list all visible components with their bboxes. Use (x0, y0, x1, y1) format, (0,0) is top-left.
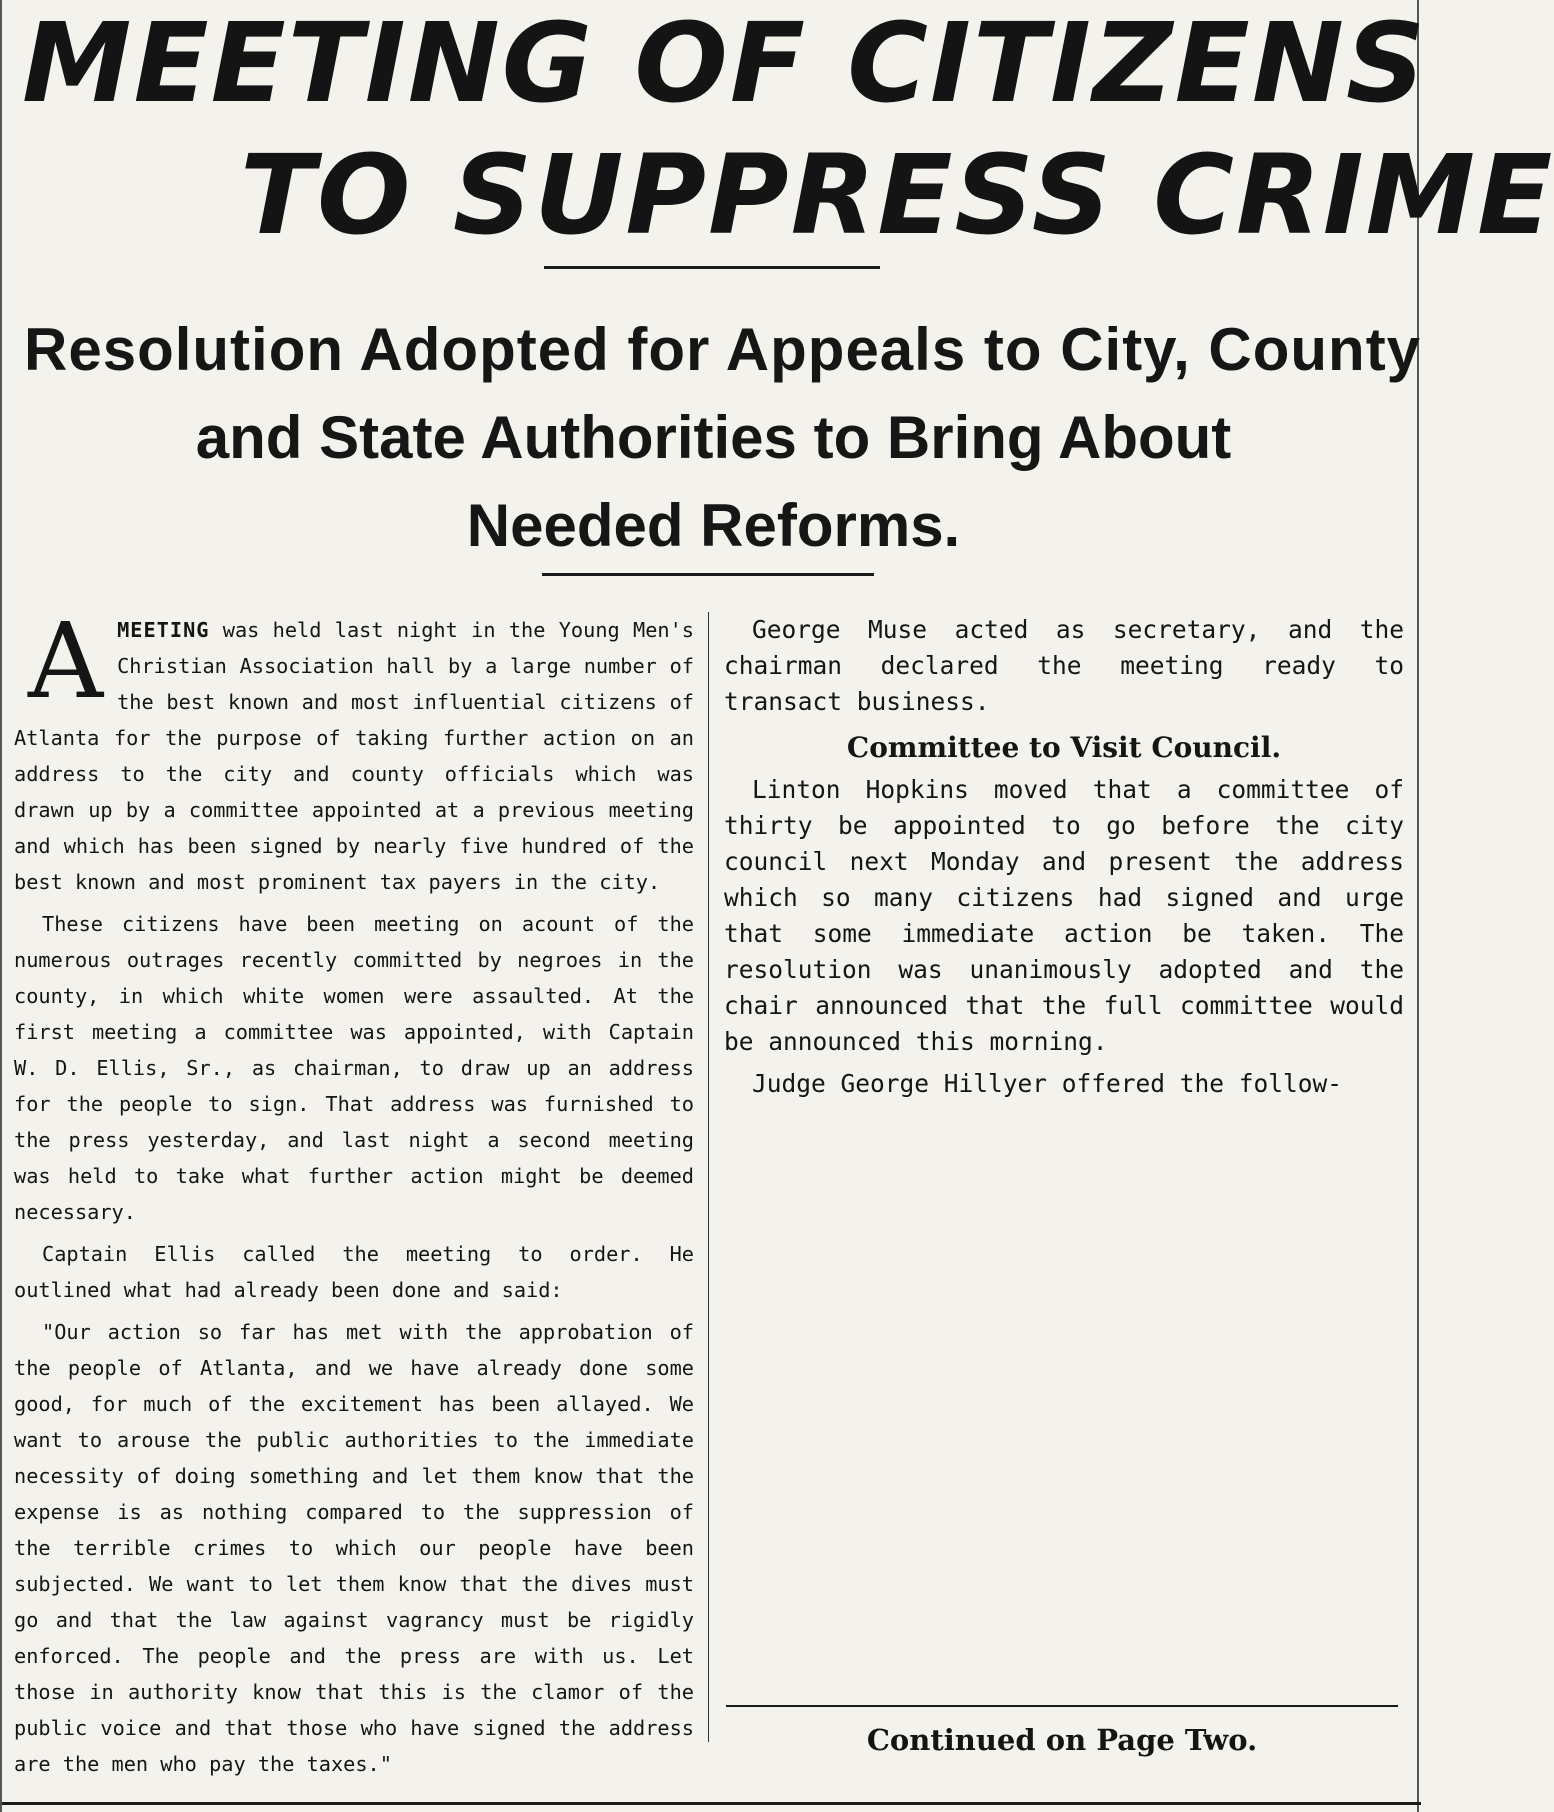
continued-rule (726, 1705, 1398, 1707)
subheadline-line-1: Resolution Adopted for Appeals to City, County (24, 316, 1422, 383)
subheadline-line-3: Needed Reforms. (466, 492, 961, 559)
paragraph-captain-ellis: Captain Ellis called the meeting to order. He outlined what had already been done and said: (14, 1242, 694, 1302)
subheadline-rule (542, 573, 874, 576)
lead-paragraph (14, 600, 694, 900)
subheadline (16, 306, 1422, 570)
continued-notice: Continued on Page Two. (866, 1723, 1258, 1757)
headline-line-2: TO SUPPRESS CRIME (240, 131, 1554, 259)
lead-caps: MEETING (117, 618, 210, 642)
paragraph-citizens: These citizens have been meeting on acount of the numerous outrages recently committed by negroes in the county, in which white women were assaulted. At the first meeting a committee was appointed, with Captain W. D. Ellis, Sr., as chairman, to draw up an address for the people to sign. That address was furnished to the press yesterday, and last night a second meeting was held to take what further action might be deemed necessary. (14, 912, 694, 1224)
column-divider (708, 612, 709, 1742)
article-column-left (14, 600, 694, 1788)
headline-line-1: MEETING OF CITIZENS (22, 0, 1428, 127)
paragraph-hillyer: Judge George Hillyer offered the follow- (752, 1069, 1343, 1098)
paragraph-quote: "Our action so far has met with the approbation of the people of Atlanta, and we have already done some good, for much of the excitement has been allayed. We want to arouse the public authorities to the immediate necessity of doing something and let them know that the expense is as nothing compared to the suppression of the terrible crimes to which our people have been subjected. We want to let them know that the dives must go and that the law against vagrancy must be rigidly enforced. The people and the press are with us. Let those in authority know that this is the clamor of the public voice and that those who have signed the address are the men who pay the taxes." (14, 1320, 694, 1776)
paragraph-hopkins: Linton Hopkins moved that a committee of thirty be appointed to go before the city council next Monday and present the address which so many citizens had signed and urge that some immediate action be taken. The resolution was unanimously adopted and the chair announced that the full committee would be announced this morning. (724, 775, 1404, 1056)
drop-cap: A (28, 600, 104, 722)
subsection-title: Committee to Visit Council. (846, 731, 1282, 764)
article-column-right (724, 612, 1404, 1108)
page-bottom-rule (2, 1802, 1421, 1805)
paragraph-secretary: George Muse acted as secretary, and the chairman declared the meeting ready to transact business. (724, 615, 1404, 716)
subheadline-line-2: and State Authorities to Bring About (195, 404, 1232, 471)
headline-rule (544, 266, 880, 269)
lead-text: was held last night in the Young Men's Christian Association hall by a large number of the best known and most influential citizens of Atlanta for the purpose of taking further action on an address to the city and county officials which was drawn up by a committee appointed at a previous meeting and which has been signed by nearly five hundred of the best known and most prominent tax payers in the city. (14, 618, 694, 894)
